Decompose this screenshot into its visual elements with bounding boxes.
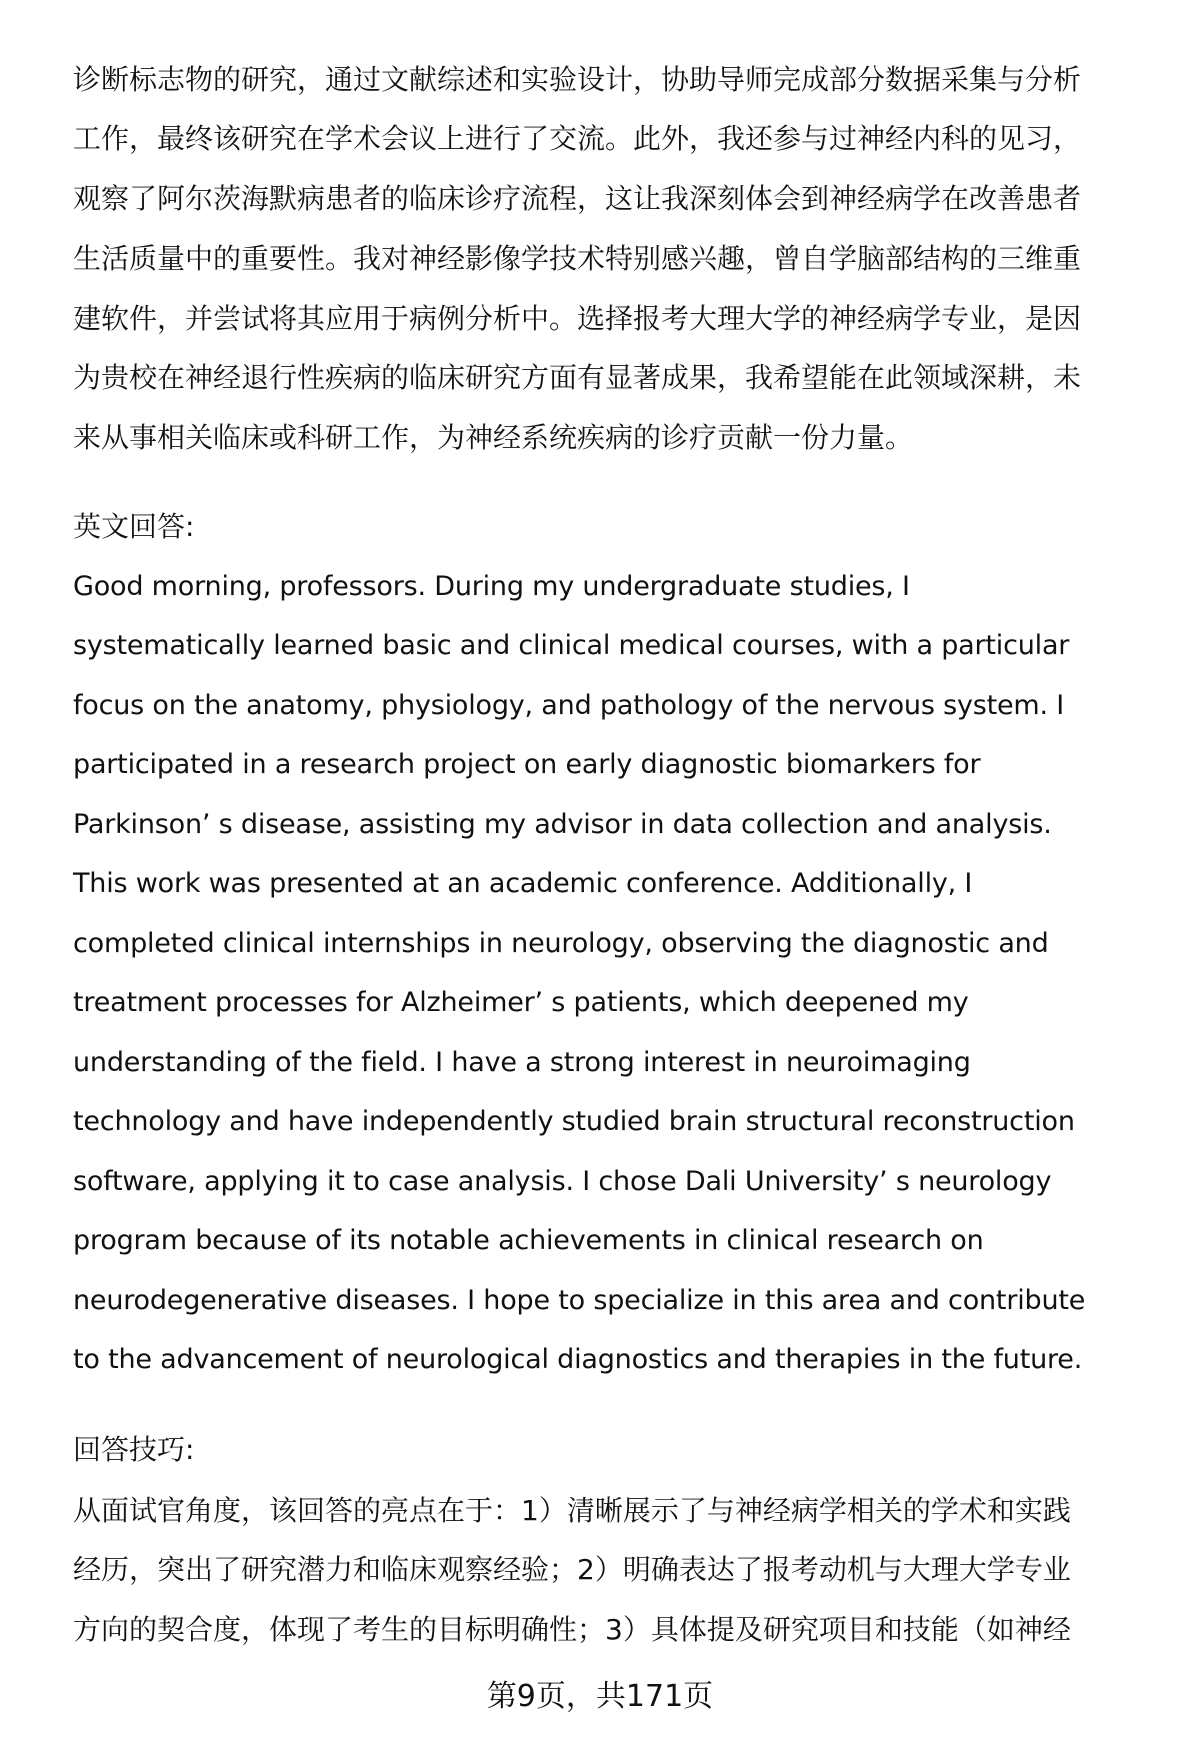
page-number-footer: 第9页，共171页 [486, 1679, 714, 1714]
text-line: completed clinical internships in neurology, observing the diagnostic and [73, 928, 1049, 959]
text-line: 来从事相关临床或科研工作，为神经系统疾病的诊疗贡献一份力量。 [73, 421, 914, 454]
text-line: systematically learned basic and clinical medical courses, with a particular [73, 630, 1070, 661]
text-line: This work was presented at an academic conference. Additionally, I [73, 868, 973, 899]
english-answer-heading: 英文回答: [73, 510, 195, 543]
text-line: technology and have independently studied brain structural reconstruction [73, 1106, 1075, 1137]
text-line: 建软件，并尝试将其应用于病例分析中。选择报考大理大学的神经病学专业，是因 [73, 302, 1082, 335]
text-line: treatment processes for Alzheimer’ s patients, which deepened my [73, 987, 969, 1018]
text-line: 诊断标志物的研究，通过文献综述和实验设计，协助导师完成部分数据采集与分析 [73, 63, 1082, 96]
text-line: 为贵校在神经退行性疾病的临床研究方面有显著成果，我希望能在此领域深耕，未 [73, 361, 1082, 394]
text-line: focus on the anatomy, physiology, and pathology of the nervous system. I [73, 690, 1065, 721]
text-line: 经历，突出了研究潜力和临床观察经验；2）明确表达了报考动机与大理大学专业 [73, 1553, 1071, 1586]
text-line: participated in a research project on early diagnostic biomarkers for [73, 749, 981, 780]
text-line: software, applying it to case analysis. I chose Dali University’ s neurology [73, 1166, 1052, 1197]
text-line: understanding of the field. I have a strong interest in neuroimaging [73, 1047, 971, 1078]
text-line: 生活质量中的重要性。我对神经影像学技术特别感兴趣，曾自学脑部结构的三维重 [73, 242, 1082, 275]
tips-heading: 回答技巧: [73, 1433, 195, 1466]
text-line: 从面试官角度，该回答的亮点在于：1）清晰展示了与神经病学相关的学术和实践 [73, 1494, 1071, 1527]
text-line: Parkinson’ s disease, assisting my advisor in data collection and analysis. [73, 809, 1052, 840]
text-line: to the advancement of neurological diagnostics and therapies in the future. [73, 1344, 1083, 1375]
text-line: program because of its notable achievements in clinical research on [73, 1225, 984, 1256]
text-line: 工作，最终该研究在学术会议上进行了交流。此外，我还参与过神经内科的见习， [73, 122, 1082, 155]
text-line: 方向的契合度，体现了考生的目标明确性；3）具体提及研究项目和技能（如神经 [73, 1613, 1071, 1646]
text-line: neurodegenerative diseases. I hope to specialize in this area and contribute [73, 1285, 1086, 1316]
text-line: 观察了阿尔茨海默病患者的临床诊疗流程，这让我深刻体会到神经病学在改善患者 [73, 182, 1082, 215]
text-line: Good morning, professors. During my undergraduate studies, I [73, 571, 910, 602]
